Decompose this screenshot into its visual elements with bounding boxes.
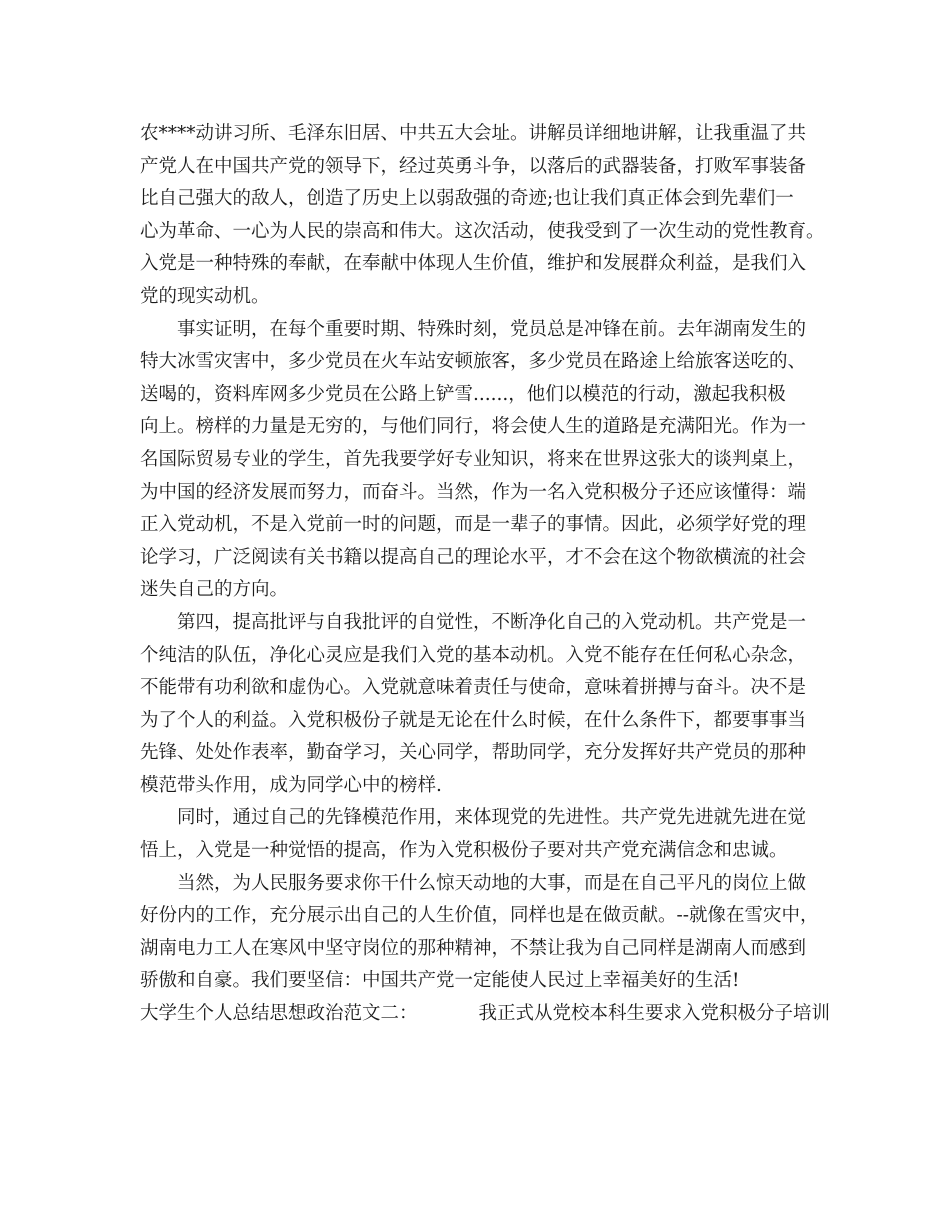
text-line: 悟上，入党是一种觉悟的提高，作为入党积极份子要对共产党充满信念和忠诚。 — [140, 840, 788, 862]
text-line: 向上。榜样的力量是无穷的，与他们同行，将会使人生的道路是充满阳光。作为一 — [140, 416, 807, 438]
text-line: 当然，为人民服务要求你干什么惊天动地的大事，而是在自己平凡的岗位上做 — [177, 872, 807, 894]
text-line: 比自己强大的敌人，创造了历史上以弱敌强的奇迹;也让我们真正体会到先辈们一 — [140, 188, 794, 210]
text-line: 为中国的经济发展而努力，而奋斗。当然，作为一名入党积极分子还应该懂得：端 — [140, 481, 807, 503]
text-line: 事实证明，在每个重要时期、特殊时刻，党员总是冲锋在前。去年湖南发生的 — [177, 318, 807, 340]
text-line: 模范带头作用，成为同学心中的榜样. — [140, 774, 442, 796]
text-line: 不能带有功利欲和虚伪心。入党就意味着责任与使命，意味着拼搏与奋斗。决不是 — [140, 677, 807, 699]
text-line: 湖南电力工人在寒风中坚守岗位的那种精神，不禁让我为自己同样是湖南人而感到 — [140, 937, 807, 959]
text-line: 为了个人的利益。入党积极份子就是无论在什么时候，在什么条件下，都要事事当 — [140, 709, 807, 731]
text-line: 同时，通过自己的先锋模范作用，来体现党的先进性。共产党先进就先进在觉 — [177, 807, 807, 829]
text-line: 入党是一种特殊的奉献，在奉献中体现人生价值，维护和发展群众利益，是我们入 — [140, 253, 807, 275]
text-line: 产党人在中国共产党的领导下，经过英勇斗争，以落后的武器装备，打败军事装备 — [140, 155, 807, 177]
document-body — [140, 118, 830, 1031]
text-line: 第四，提高批评与自我批评的自觉性，不断净化自己的入党动机。共产党是一 — [177, 611, 807, 633]
text-line: 送喝的，资料库网多少党员在公路上铲雪......，他们以模范的行动，激起我积极 — [140, 383, 786, 405]
text-line: 好份内的工作，充分展示出自己的人生价值，同样也是在做贡献。--就像在雪灾中， — [140, 905, 819, 927]
text-line: 心为革命、一心为人民的崇高和伟大。这次活动，使我受到了一次生动的党性教育。 — [140, 220, 825, 242]
text-line: 迷失自己的方向。 — [140, 579, 289, 601]
text-line: 骄傲和自豪。我们要坚信：中国共产党一定能使人民过上幸福美好的生活! — [140, 970, 740, 992]
text-line: 先锋、处处作表率，勤奋学习，关心同学，帮助同学，充分发挥好共产党员的那种 — [140, 742, 807, 764]
text-line: 农****动讲习所、毛泽东旧居、中共五大会址。讲解员详细地讲解，让我重温了共 — [140, 123, 807, 144]
section-heading-line — [140, 998, 830, 1031]
text-line: 正入党动机，不是入党前一时的问题，而是一辈子的事情。因此，必须学好党的理 — [140, 514, 807, 536]
text-line: 论学习，广泛阅读有关书籍以提高自己的理论水平，才不会在这个物欲横流的社会 — [140, 546, 807, 568]
text-line: 个纯洁的队伍，净化心灵应是我们入党的基本动机。入党不能存在任何私心杂念， — [140, 644, 807, 666]
text-line: 党的现实动机。 — [140, 285, 270, 307]
section-heading: 大学生个人总结思想政治范文二： — [140, 1003, 418, 1025]
text-line: 名国际贸易专业的学生，首先我要学好专业知识，将来在世界这张大的谈判桌上， — [140, 448, 807, 470]
section-heading-continuation: 我正式从党校本科生要求入党积极分子培训 — [478, 1003, 830, 1025]
text-line: 特大冰雪灾害中，多少党员在火车站安顿旅客，多少党员在路途上给旅客送吃的、 — [140, 351, 807, 373]
